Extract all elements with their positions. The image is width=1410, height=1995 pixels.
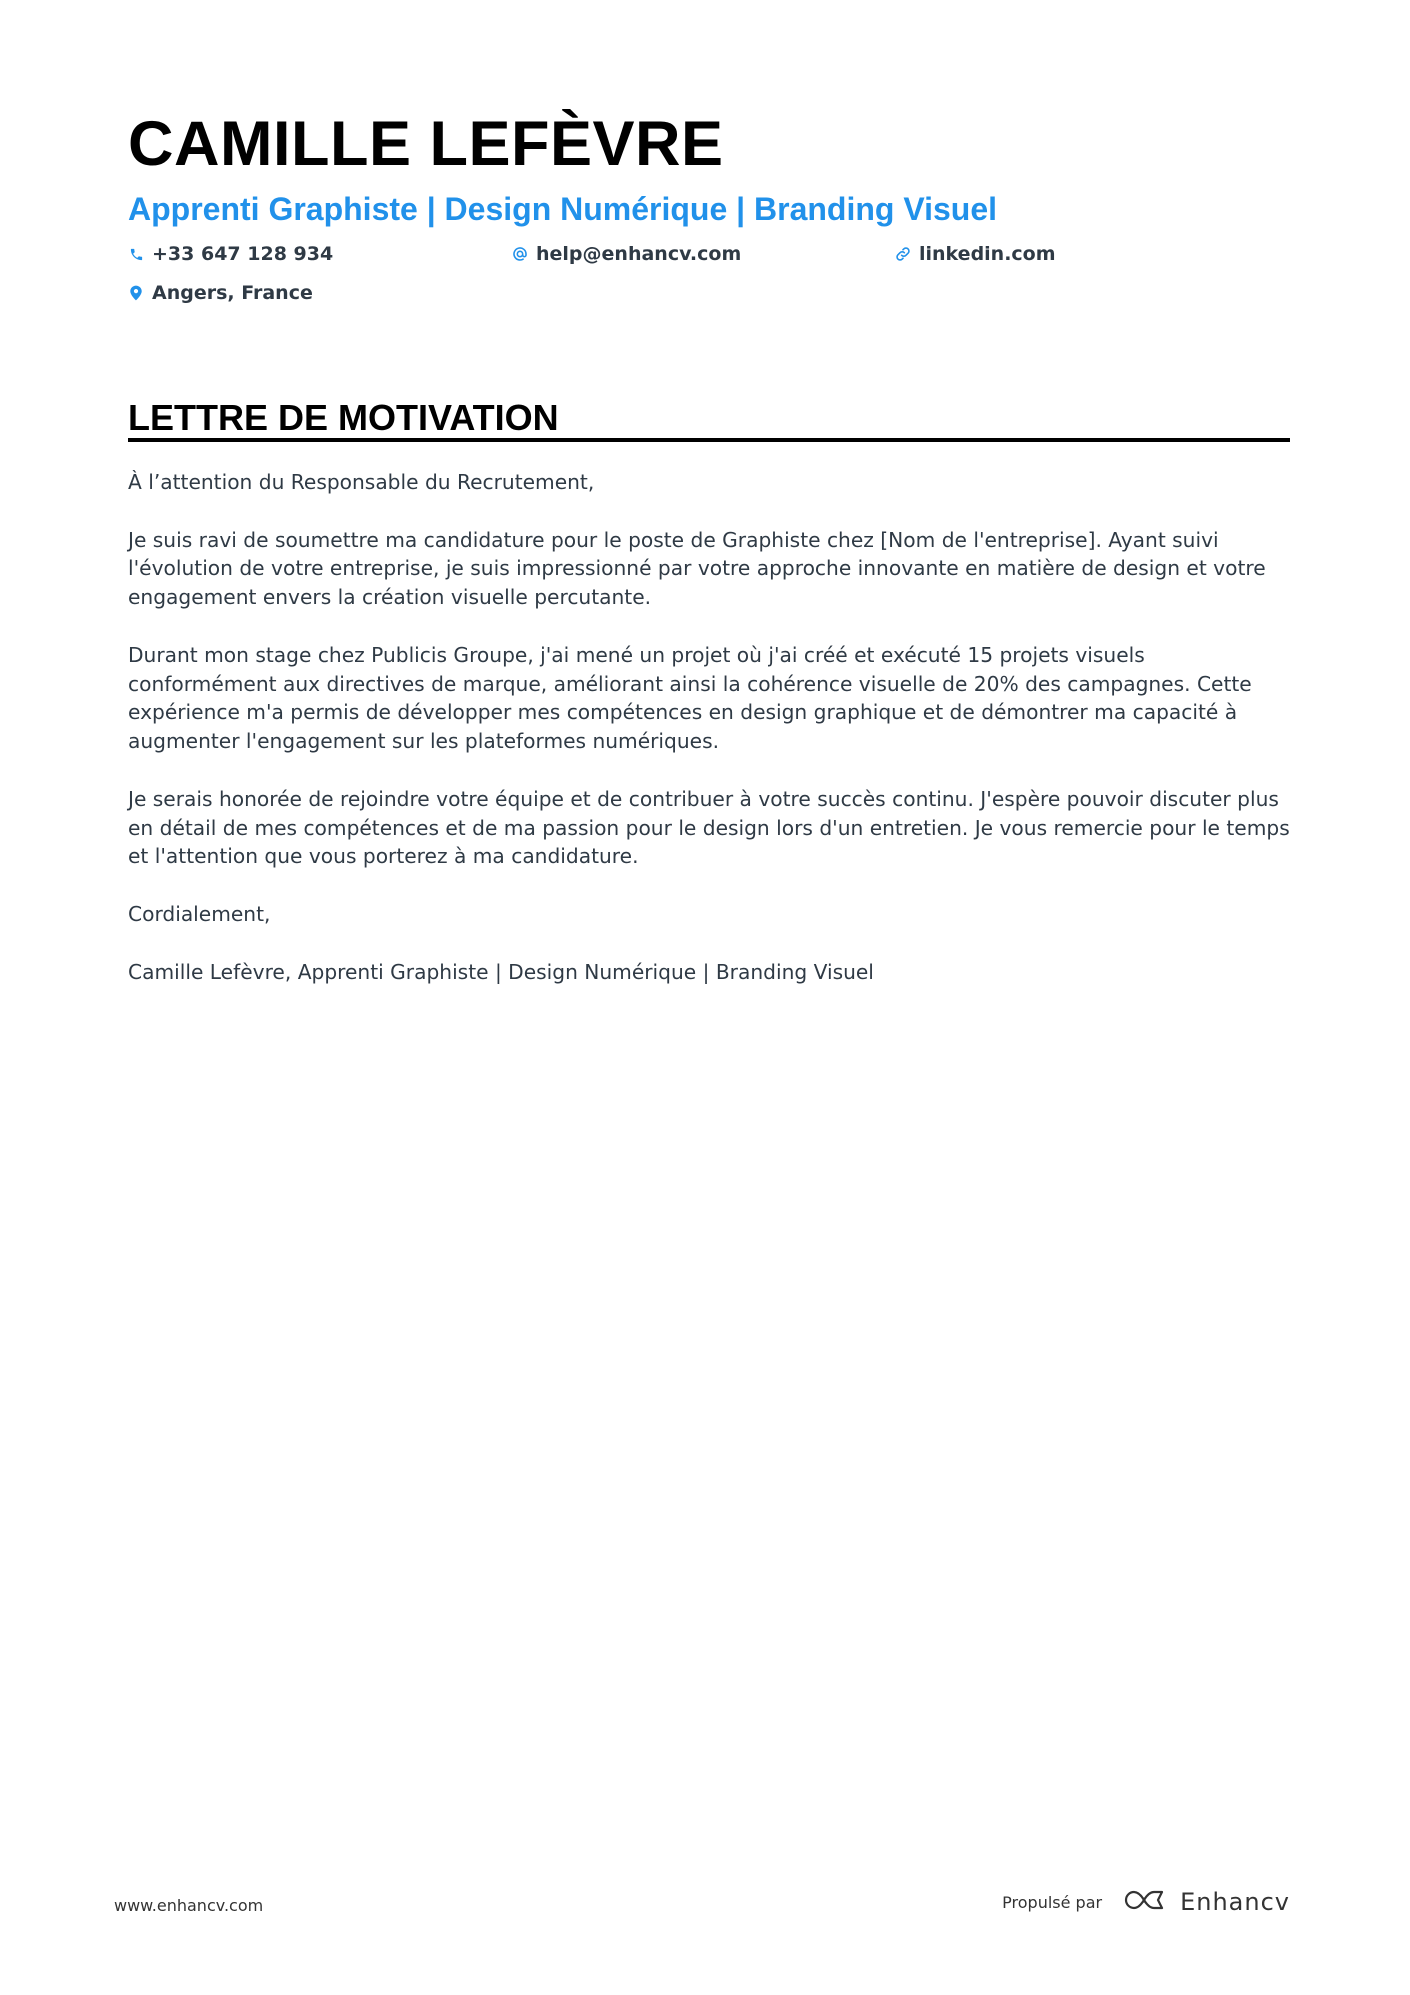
contact-phone (128, 243, 333, 265)
enhancv-wordmark: Enhancv (1180, 1888, 1290, 1916)
letter-salutation: À l’attention du Responsable du Recrutement, (128, 470, 595, 494)
enhancv-logo-icon (1124, 1887, 1168, 1917)
enhancv-logo[interactable] (1124, 1887, 1290, 1917)
candidate-name: CAMILLE LEFÈVRE (128, 109, 724, 179)
contact-email[interactable] (512, 243, 741, 265)
contact-location (128, 282, 313, 304)
candidate-title: Apprenti Graphiste | Design Numérique | Branding Visuel (128, 191, 998, 227)
letter-signature: Camille Lefèvre, Apprenti Graphiste | Design Numérique | Branding Visuel (128, 959, 874, 984)
footer-website[interactable]: www.enhancv.com (114, 1896, 264, 1915)
section-divider (128, 438, 1290, 442)
phone-icon (128, 246, 144, 262)
location-pin-icon (128, 285, 144, 301)
letter-paragraph-3: Je serais honorée de rejoindre votre équipe et de contribuer à votre succès continu. J'espère pouvoir discuter plus en détail de mes compétences et de ma passion pour le design lors d'un entretien. Je vous remercie pour le temps et l'attention que vous porterez à ma candidature. (128, 786, 1290, 869)
section-title: LETTRE DE MOTIVATION (128, 397, 559, 438)
linkedin-text[interactable]: linkedin.com (919, 243, 1056, 265)
letter-body (128, 468, 1293, 1015)
location-text: Angers, France (152, 282, 313, 304)
letter-paragraph-2: Durant mon stage chez Publicis Groupe, j'ai mené un projet où j'ai créé et exécuté 15 projets visuels conformément aux directives de marque, améliorant ainsi la cohérence visuelle de 20% des campagnes. Cette expérience m'a permis de développer mes compétences en design graphique et de démontrer ma capacité à augmenter l'engagement sur les plateformes numériques. (128, 642, 1252, 754)
phone-text: +33 647 128 934 (152, 243, 334, 265)
footer-branding (1002, 1887, 1290, 1917)
contact-linkedin[interactable] (895, 243, 1056, 265)
letter-paragraph-1: Je suis ravi de soumettre ma candidature pour le poste de Graphiste chez [Nom de l'entreprise]. Ayant suivi l'évolution de votre entreprise, je suis impressionné par votre approche innovante en matière de design et votre engagement envers la création visuelle percutante. (128, 527, 1266, 610)
at-icon (512, 246, 528, 262)
email-text[interactable]: help@enhancv.com (536, 243, 742, 265)
powered-by-label: Propulsé par (1002, 1892, 1103, 1912)
letter-closing: Cordialement, (128, 901, 271, 926)
link-icon (895, 246, 911, 262)
